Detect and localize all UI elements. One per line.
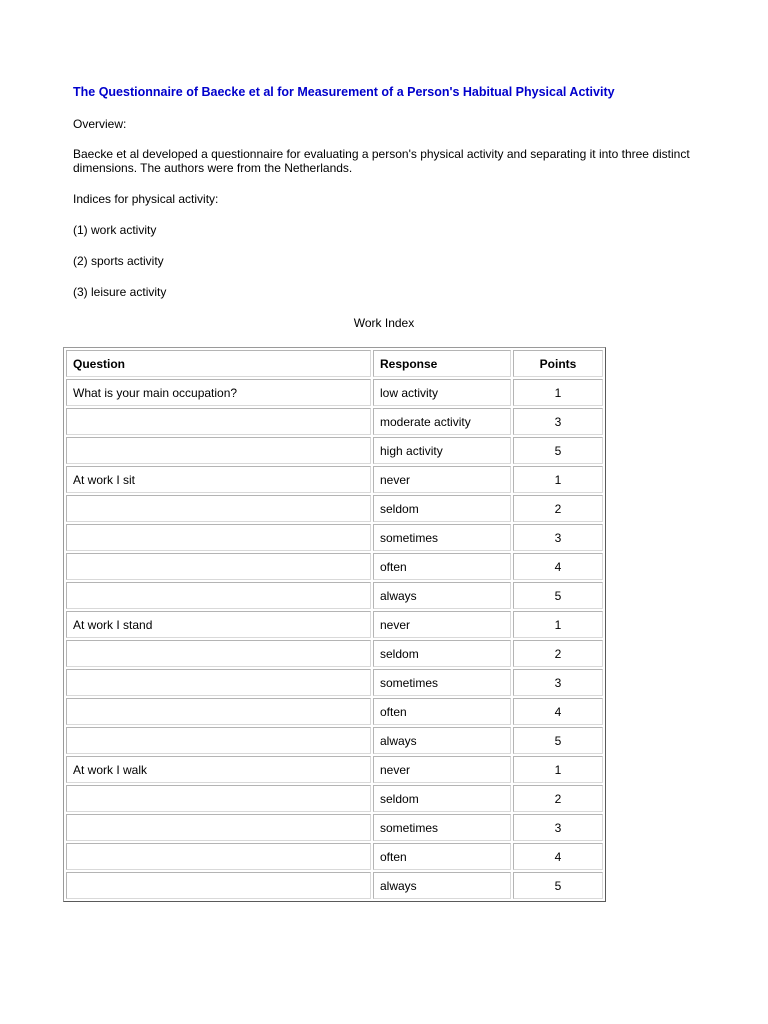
- table-row: [66, 524, 603, 551]
- cell-points: 5: [513, 872, 603, 899]
- cell-question: [66, 553, 371, 580]
- cell-points: 1: [513, 756, 603, 783]
- cell-response: sometimes: [373, 524, 511, 551]
- cell-response: never: [373, 611, 511, 638]
- table-row: [66, 843, 603, 870]
- cell-question: At work I walk: [66, 756, 371, 783]
- table-header-row: [66, 350, 603, 377]
- cell-points: 4: [513, 843, 603, 870]
- cell-response: never: [373, 756, 511, 783]
- cell-response: sometimes: [373, 669, 511, 696]
- table-row: [66, 495, 603, 522]
- cell-response: often: [373, 698, 511, 725]
- cell-response: often: [373, 553, 511, 580]
- cell-response: always: [373, 872, 511, 899]
- cell-points: 2: [513, 785, 603, 812]
- work-index-table: [63, 347, 606, 902]
- table-row: [66, 669, 603, 696]
- cell-question: [66, 495, 371, 522]
- cell-points: 2: [513, 640, 603, 667]
- cell-question: [66, 843, 371, 870]
- cell-question: [66, 408, 371, 435]
- cell-response: seldom: [373, 640, 511, 667]
- cell-response: always: [373, 582, 511, 609]
- cell-response: seldom: [373, 785, 511, 812]
- table-row: [66, 727, 603, 754]
- cell-points: 5: [513, 727, 603, 754]
- header-points: Points: [513, 350, 603, 377]
- cell-question: [66, 785, 371, 812]
- cell-question: At work I stand: [66, 611, 371, 638]
- cell-response: often: [373, 843, 511, 870]
- cell-points: 3: [513, 669, 603, 696]
- cell-points: 3: [513, 814, 603, 841]
- table-row: [66, 872, 603, 899]
- cell-points: 3: [513, 408, 603, 435]
- cell-question: [66, 524, 371, 551]
- cell-response: sometimes: [373, 814, 511, 841]
- cell-response: always: [373, 727, 511, 754]
- cell-points: 1: [513, 466, 603, 493]
- document-title: The Questionnaire of Baecke et al for Measurement of a Person's Habitual Physical Activity: [73, 85, 615, 99]
- cell-response: low activity: [373, 379, 511, 406]
- table-body: [66, 379, 603, 899]
- index-item-leisure: (3) leisure activity: [73, 285, 167, 299]
- cell-question: [66, 872, 371, 899]
- cell-points: 3: [513, 524, 603, 551]
- cell-question: [66, 698, 371, 725]
- cell-response: high activity: [373, 437, 511, 464]
- table-row: [66, 814, 603, 841]
- cell-question: At work I sit: [66, 466, 371, 493]
- cell-question: [66, 814, 371, 841]
- cell-points: 2: [513, 495, 603, 522]
- table-row: [66, 553, 603, 580]
- cell-question: What is your main occupation?: [66, 379, 371, 406]
- table-row: [66, 785, 603, 812]
- cell-points: 4: [513, 553, 603, 580]
- table-row: [66, 379, 603, 406]
- cell-question: [66, 437, 371, 464]
- overview-heading: Overview:: [73, 117, 127, 131]
- indices-heading: Indices for physical activity:: [73, 192, 219, 206]
- cell-question: [66, 669, 371, 696]
- header-question: Question: [66, 350, 371, 377]
- table-row: [66, 437, 603, 464]
- cell-points: 5: [513, 582, 603, 609]
- table-caption: Work Index: [353, 316, 415, 330]
- description-paragraph: Baecke et al developed a questionnaire for evaluating a person's physical activity and separating it into three distinct dimensions. The authors were from the Netherlands.: [73, 147, 690, 175]
- cell-question: [66, 640, 371, 667]
- table-row: [66, 466, 603, 493]
- cell-points: 1: [513, 379, 603, 406]
- cell-points: 4: [513, 698, 603, 725]
- cell-points: 5: [513, 437, 603, 464]
- cell-points: 1: [513, 611, 603, 638]
- index-item-sports: (2) sports activity: [73, 254, 164, 268]
- cell-response: never: [373, 466, 511, 493]
- table-row: [66, 698, 603, 725]
- index-item-work: (1) work activity: [73, 223, 157, 237]
- table-row: [66, 756, 603, 783]
- table-row: [66, 611, 603, 638]
- cell-response: seldom: [373, 495, 511, 522]
- table-row: [66, 640, 603, 667]
- cell-question: [66, 582, 371, 609]
- header-response: Response: [373, 350, 511, 377]
- table-row: [66, 582, 603, 609]
- cell-question: [66, 727, 371, 754]
- cell-response: moderate activity: [373, 408, 511, 435]
- work-index-table-wrapper: [63, 347, 606, 902]
- table-row: [66, 408, 603, 435]
